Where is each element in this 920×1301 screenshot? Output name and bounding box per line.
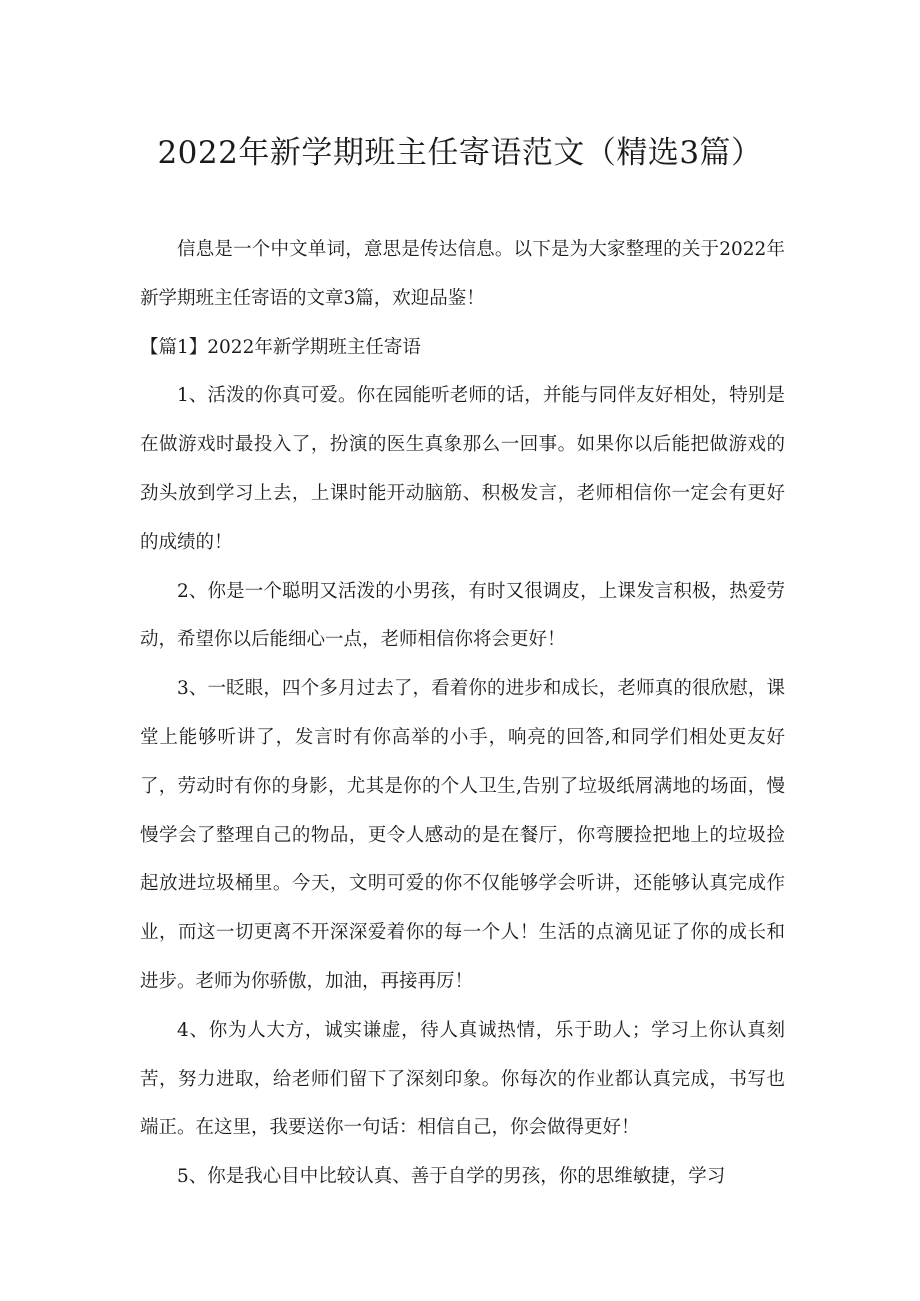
body-paragraph: 4、你为人大方，诚实谦虚，待人真诚热情，乐于助人；学习上你认真刻苦，努力进取，给老师们留下了深刻印象。你每次的作业都认真完成，书写也端正。在这里，我要送你一句话：相信自己，你会做得更好！	[140, 1019, 785, 1139]
intro-paragraph: 信息是一个中文单词，意思是传达信息。以下是为大家整理的关于2022年新学期班主任寄语的文章3篇，欢迎品鉴！	[140, 239, 785, 309]
body-paragraph: 3、一眨眼，四个多月过去了，看着你的进步和成长，老师真的很欣慰，课堂上能够听讲了，发言时有你高举的小手，响亮的回答,和同学们相处更友好了，劳动时有你的身影，尤其是你的个人卫生,告别了垃圾纸屑满地的场面，慢慢学会了整理自己的物品，更令人感动的是在餐厅，你弯腰捡把地上的垃圾捡起放进垃圾桶里。今天，文明可爱的你不仅能够学会听讲，还能够认真完成作业，而这一切更离不开深深爱着你的每一个人！生活的点滴见证了你的成长和进步。老师为你骄傲，加油，再接再厉！	[140, 678, 785, 992]
section-heading: 【篇1】2022年新学期班主任寄语	[140, 336, 421, 358]
body-paragraph: 1、活泼的你真可爱。你在园能听老师的话，并能与同伴友好相处，特别是在做游戏时最投入了，扮演的医生真象那么一回事。如果你以后能把做游戏的劲头放到学习上去，上课时能开动脑筋、积极发言，老师相信你一定会有更好的成绩的！	[140, 385, 785, 553]
body-paragraph: 5、你是我心目中比较认真、善于自学的男孩，你的思维敏捷，学习	[177, 1166, 726, 1188]
body-paragraph: 2、你是一个聪明又活泼的小男孩，有时又很调皮，上课发言积极，热爱劳动，希望你以后能细心一点，老师相信你将会更好！	[140, 580, 785, 651]
document-body	[140, 226, 785, 1202]
document-title: 2022年新学期班主任寄语范文（精选3篇）	[157, 134, 763, 171]
